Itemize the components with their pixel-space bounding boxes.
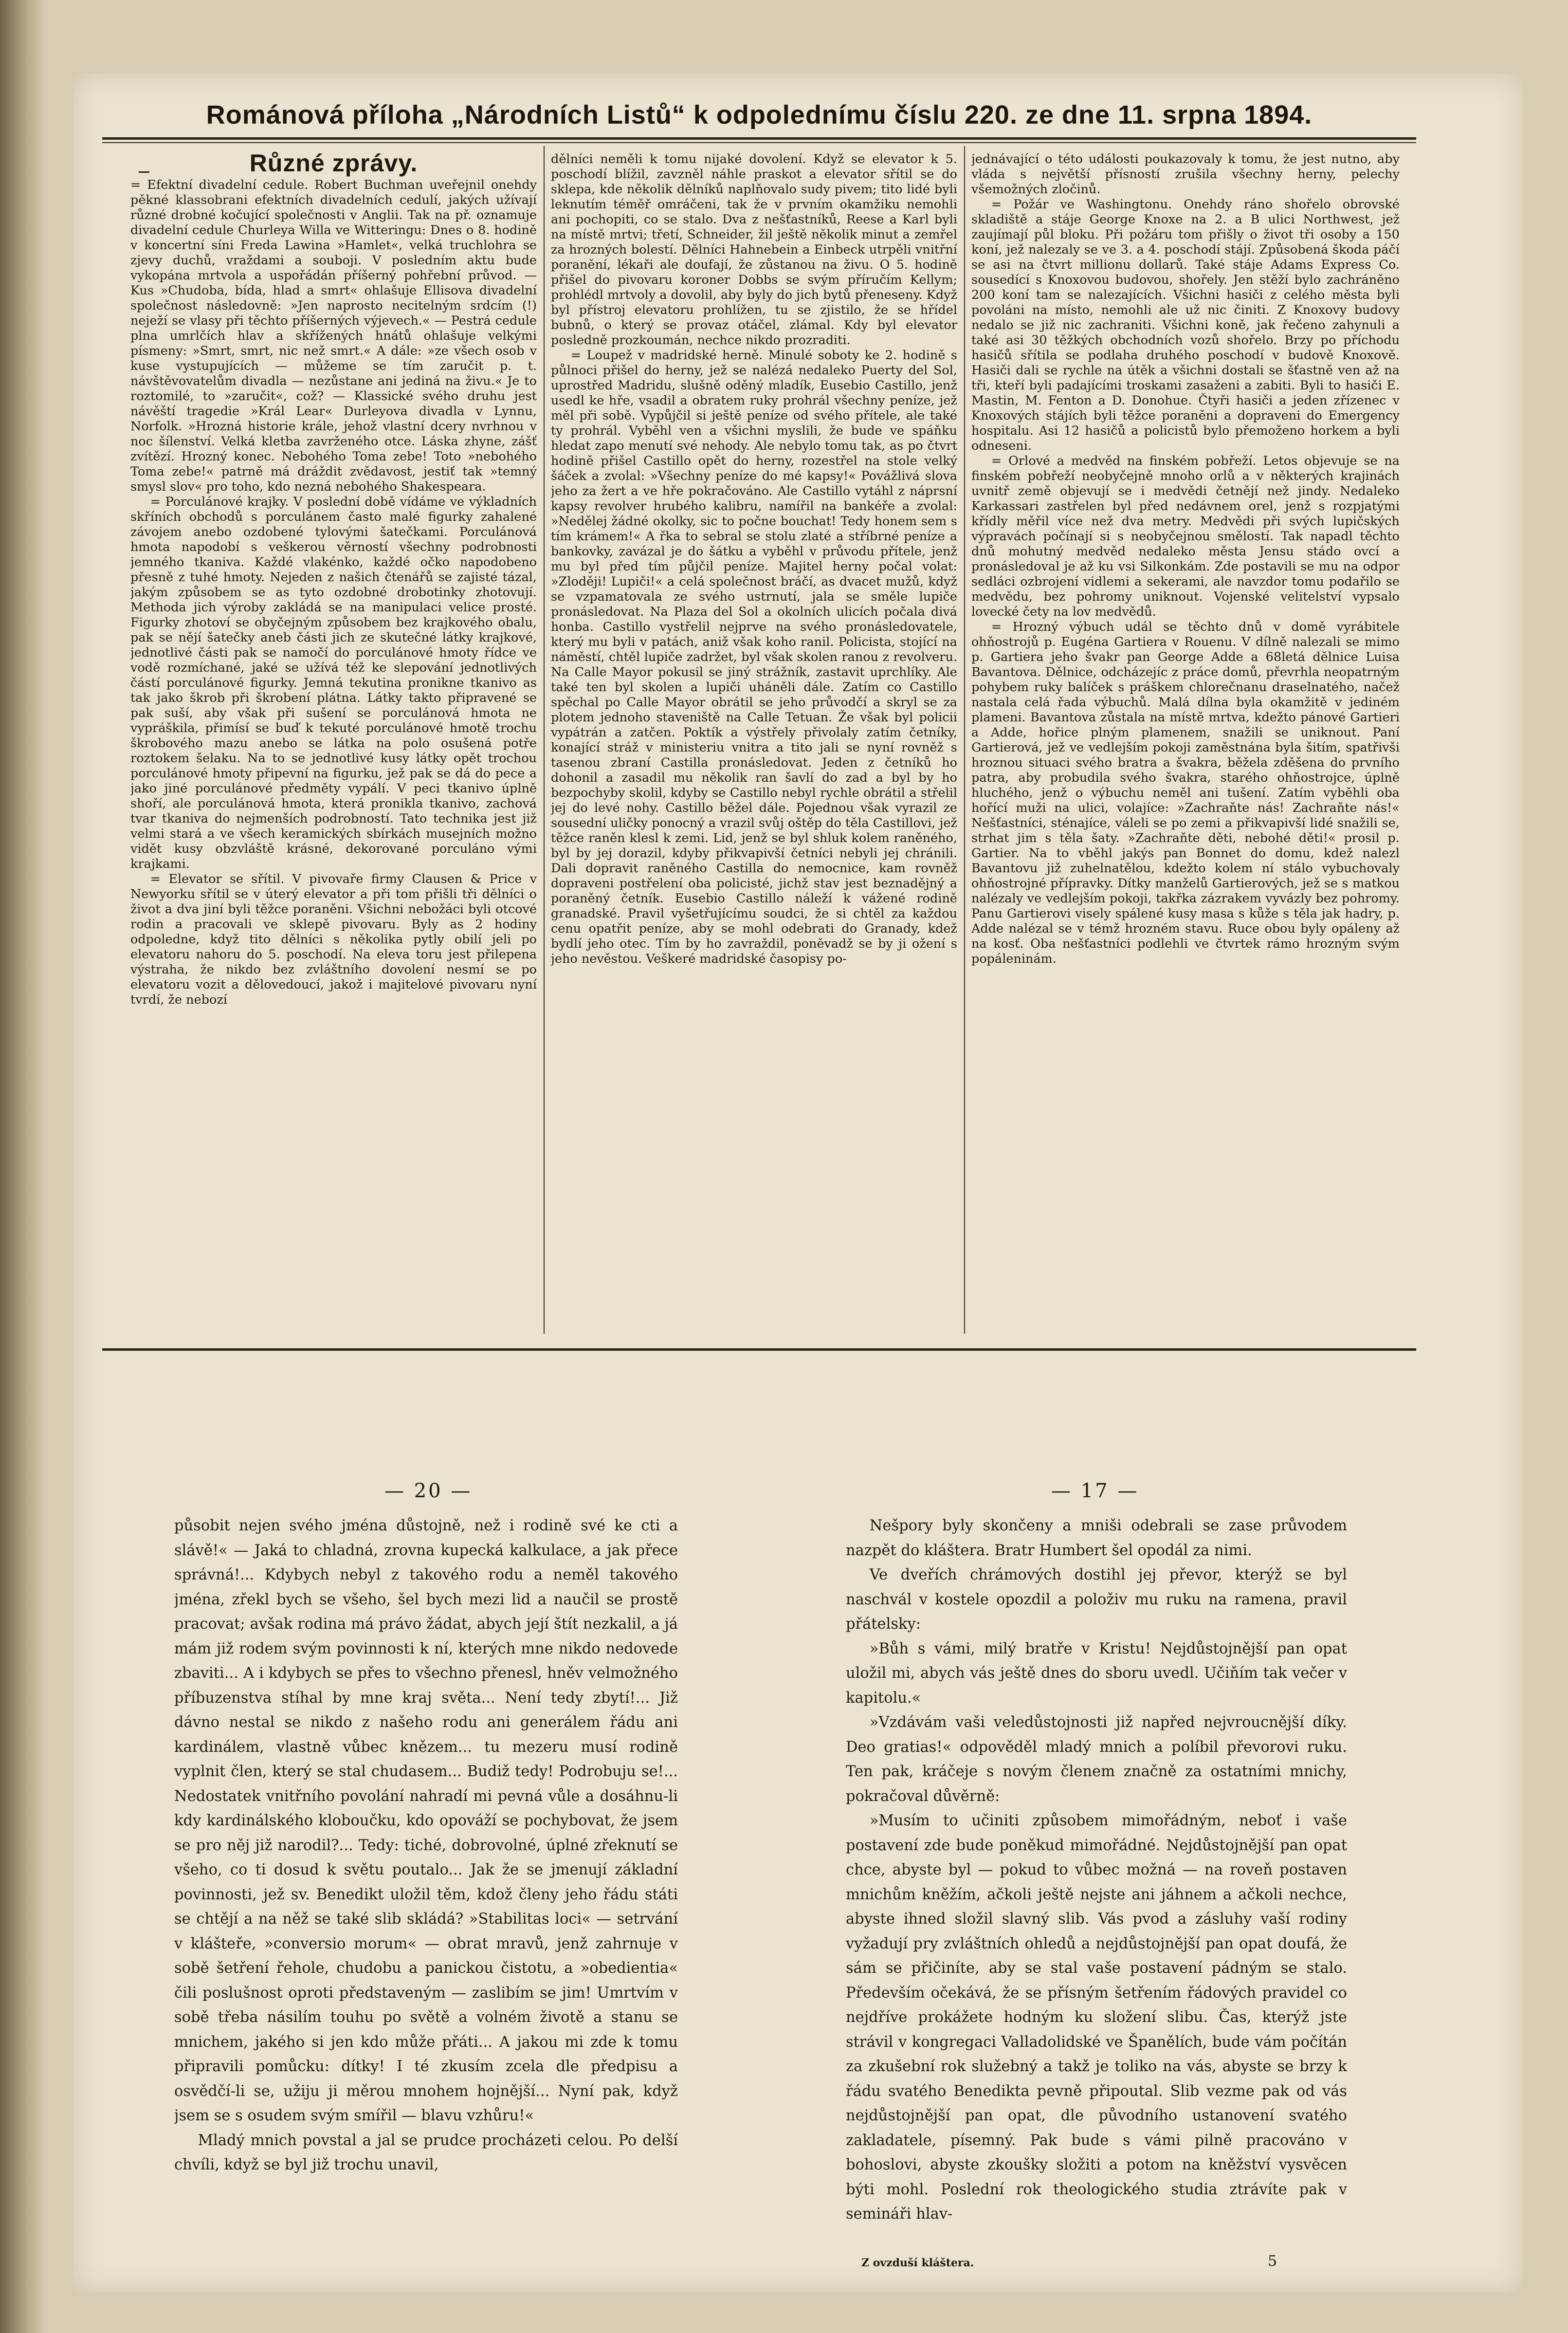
news-column-3 bbox=[971, 152, 1400, 1340]
novel-paragraph: »Bůh s vámi, milý bratře v Kristu! Nejdůstojnější pan opat uložil mi, abych vás ještě dnes do sboru uvedl. Učiňím tak večer v kapitolu.« bbox=[846, 1640, 1347, 1707]
news-item-orlove-medved: = Orlové a medvěd na finském pobřeží. Letos objevuje se na finském pobřeží neobyčejně mnoho orlů a v některých krajinách uvnitř země objevují se i medvědi četnějí než jindy. Nedaleko Karkassari zastřelen byl před nedávnem orel, jenž s rozpjatými křídly měřil více než dva metry. Medvědi při svých lupičských výpravách počínají si s neobyčejnou smělostí. Tak napadl těchto dnů mohutný medvěd nedaleko města Jensu stádo ovcí a pronásledoval je až ku vsi Silkonkám. Zde postavili se mu na odpor sedláci ozbrojení vidlemi a sekerami, ale navzdor tomu podařilo se medvědu, bez pohromy uniknout. Vojenské velitelství vypsalo lovecké čety na lov medvědů. bbox=[971, 454, 1400, 619]
page-number-left: — 20 — bbox=[384, 1480, 473, 1502]
news-item-porculanove-krajky: = Porculánové krajky. V poslední době vídáme ve výkladních skříních obchodů s porculánem často malé figurky zahalené závojem anebo ozdobené tylovými šatečkami. Porculánová hmota napodobí s veškerou věrností všechny podrobnosti jemného tkaniva. Každé vlakénko, každé očko napodobeno přesně z tuhé hmoty. Nejeden z našich čtenářů se zajisté tázal, jakým způsobem se as tyto ozdobné drobotinky zhotovují. Methoda jich výroby zakládá se na manipulaci velice prosté. Figurky zhotoví se obyčejným způsobem bez krajkového obalu, pak se nějí šatečky aneb části jich ze skutečné látky krajkové, jednotlivé části pak se namočí do porculánové hmoty řídce ve vodě rozmíchané, jaké se užívá též ke slepování jednotlivých částí porculánové figurky. Jemná tekutina pronikne tkanivo as tak jako škrob při škrobení plátna. Látky takto připravené se pak suší, aby však při sušení se porculánová hmota ne vypráškila, přimísí se buď k tekuté porculánové hmotě trochu škrobového mazu anebo se látka na polo osušená potře roztokem šelaku. Na to se jednotlivé kusy látky opět trochou porculánové hmoty připevní na figurku, jež pak se dá do pece a jako jiné porculánové předměty vypálí. V peci tkanivo úplně shoří, ale porculánová hmota, která pronikla tkanivo, zachová tvar tkaniva do nejmenších podrobností. Tato technika jest již velmi stará a ve všech keramických sbírkách musejních možno vidět kusy obzvláště krásné, dekorované porculáno vými krajkami. bbox=[130, 495, 537, 871]
novel-paragraph: působit nejen svého jména důstojně, než i rodině své ke cti a slávě!« — Jaká to chladná, zrovna kupecká kalkulace, a jak přece správná!... Kdybych nebyl z takového rodu a neměl takového jména, zřekl bych se všeho, šel bych mezi lid a naučil se prostě pracovat; avšak rodina má právo žádat, abych její štít nezkalil, a já mám již rodem svým povinnosti k ní, kterých mne nikdo nedovede zbaviti... A i kdybych se přes to všechno přenesl, hněv velmožného příbuzenstva stíhal by mne kraj světa... Není tedy zbytí!... Již dávno nestal se nikdo z našeho rodu ani generálem řádu ani kardinálem, vlastně vůbec knězem... tu mezeru musí rodině vyplnit člen, který se stal chudasem... Budiž tedy! Podrobuju se!... Nedostatek vnitřního povolání nahradí mi pevná vůle a dosáhnu-li kdy kardinálského kloboučku, kdo opováží se pochybovat, že jsem se pro něj již narodil?... Tedy: tiché, dobrovolné, úplné zřeknutí se všeho, co ti dosud k světu poutalo... Jak že se jmenují základní povinnosti, jež sv. Benedikt uložil těm, kdož členy jeho řádu státi se chtějí a na něž se také slib skládá? »Stabilitas loci« — setrvání v klášteře, »conversio morum« — obrat mravů, jenž zahrnuje v sobě šetření řehole, chudobu a panickou čistotu, a »obedientia« čili poslušnost oproti představeným — zaslibím se jim! Umrtvím v sobě třeba násilím touhu po světě a volném životě a stanu se mnichem, jakého si jen kdo může přáti... A jakou mi zde k tomu připravili pomůcku: dítky! I té zkusím zcela dle předpisu a osvědčí-li se, užiju ji měrou mnohem hojnější... Nyní pak, když jsem se s osudem svým smířil — blavu vzhůru!« bbox=[174, 1517, 678, 2124]
page-number-right: — 17 — bbox=[1051, 1480, 1139, 1502]
novel-paragraph: Nešpory byly skončeny a mniši odebrali se zase průvodem nazpět do kláštera. Bratr Humbert šel opodál za nimi. bbox=[846, 1517, 1347, 1559]
news-item-elevator-cont: dělníci neměli k tomu nijaké dovolení. Když se elevator k 5. poschodí blížil, zavzněl náhle praskot a elevator sřítil se do sklepa, kde několik dělníků naplňovalo sudy pivem; tito lidé byli leknutím téměř omráčeni, tak že v prvním okamžiku nemohli ani pochopiti, co se stalo. Dva z nešťastníků, Reese a Karl byli na místě mrtvi; třetí, Schneider, žil ještě několik minut a zemřel za hrozných bolestí. Dělníci Hahnebein a Einbeck utrpěli vnitřní poranění, lékaři ale doufají, že zůstanou na živu. O 5. hodině přišel do pivovaru koroner Dobbs se svým příručím Kellym; prohlédl mrtvoly a dovolil, aby byly do jich bytů přeneseny. Když byl přístroj elevatoru prohlížen, tu se zjistilo, že se hřídel bubnů, o který se provaz otáčel, zlámal. Kdy byl elevator posledně prozkoumán, nechce nikdo prozraditi. bbox=[551, 152, 957, 348]
header-rule-thin bbox=[102, 142, 1416, 143]
page-header: Románová příloha „Národních Listů“ k odpolednímu číslu 220. ze dne 11. srpna 1894. bbox=[206, 100, 1313, 129]
news-item-efektni-cedule: = Efektní divadelní cedule. Robert Buchman uveřejnil onehdy pěkné klassobrani efektních divadelních cedulí, jakých užívají různé drobné kočující společnosti v Anglii. Tak na př. oznamuje divadelní cedule Churleya Willa ve Witteringu: Dnes o 8. hodině v koncertní síni Freda Lawina »Hamlet«, velká truchlohra se zjevy duchů, vraždami a souboji. V posledním aktu bude vykopána mrtvola a uspořádán příšerný pohřební průvod. — Kus »Chudoba, bída, hlad a smrt« ohlašuje Ellisova divadelní společnost následovně: »Jen naprosto necitelným srdcím (!) neježí se vlasy při těchto příšerných výjevech.« — Pestrá cedule plna umrlčích hlav a skřížených hnátů ohlašuje velkými písmeny: »Smrt, smrt, nic než smrt.« A dále: »ze všech osob v kuse vystupujících — můžeme se tím zaručit p. t. návštěvovatelům divadla — nezůstane ani jediná na živu.« Je to roztomilé, to »zaručit«, což? — Klassické svého druhu jest návěští tragedie »Král Lear« Durleyova divadla v Lynnu, Norfolk. »Hrozná historie krále, jehož vlastní dcery nvrhnou v noc šílenství. Velká kletba zavrženého otce. Láska zhyne, zášť zvítězí. Hrozný konec. Nebohého Toma zebe! Toto »nebohého Toma zebe!« patrně má dráždit zvědavost, jestiť tak »temný smysl slov« pro toho, kdo nezná nebohého Shakespeara. bbox=[130, 178, 537, 494]
news-item-loupez-cont: jednávající o této události poukazovaly k tomu, že jest nutno, aby vláda s největší přísností zrušila všechny herny, pelechy všemožných zločinů. bbox=[971, 152, 1400, 197]
running-footer: Z ovzduší kláštera. bbox=[861, 2257, 974, 2269]
news-item-hrozny-vybuch: = Hrozný výbuch udál se těchto dnů v domě vyrábitele ohňostrojů p. Eugéna Gartiera v Rouenu. V dílně nalezali se mimo p. Gartiera jeho švakr pan George Adde a 68letá dělnice Luisa Bavantova. Dělnice, odcházejíc z práce domů, převrhla neopatrným pohybem ruky balíček s práškem chlorečnanu draselnatého, načež nastala celá řada výbuchů. Malá dílna byla okamžitě v jediném plameni. Bavantova zůstala na místě mrtva, kdežto pánové Gartieri a Adde, hořice plným plamenem, snažili se uniknout. Paní Gartierová, jež ve vedlejším pokoji zaměstnána byla šitím, spatřivši hroznou situaci svého bratra a švakra, běžela zděšena do prvního patra, aby probudila svého švakra, starého ohňostrojce, úplně hluchého, jenž o výbuchu neměl ani tušení. Zatím vyběhli oba hořící muži na ulici, volajíce: »Zachraňte nás! Zachraňte nás!« Nešťastníci, sténajíce, váleli se po zemi a přikvapivší lidé snažili se, strhat jim s těla šaty. »Zachraňte děti, nebohé děti!« prosil p. Gartier. Na to vběhl jakýs pan Bonnet do domu, kdež nalezl Bavantovu již zuhelnatělou, kdežto kolem ní stálo vybuchovaly ohňostrojné přípravky. Dítky manželů Gartierových, jež se s matkou nalézaly ve vedlejším pokoji, takřka zázrakem vyvázly bez pohromy. Panu Gartierovi visely spálené kusy masa s kůže s těla jak hadry, p. Adde nalézal se v témž hrozném stavu. Ruce obou byly opáleny až na kosť. Oba nešťastníci podlehli ve čtvrtek rámo hrozným svým popáleninám. bbox=[971, 620, 1400, 966]
column-divider bbox=[964, 146, 965, 1334]
news-item-loupez-madrid: = Loupež v madridské herně. Minulé soboty ke 2. hodině s půlnoci přišel do herny, jež se nalézá nedaleko Puerty del Sol, uprostřed Madridu, slušně oděný mladík, Eusebio Castillo, jenž usedl ke hře, vsadil a obratem ruky prohrál všechny peníze, jež měl při sobě. Vypůjčil si ještě peníze od svého přítele, ale také ty prohrál. Vyběhl ven a všichni myslili, že bude ve spáňku hledat zapo menutí své nehody. Ale nebylo tomu tak, as po čtvrt hodině přišel Castillo opět do herny, rozestřel na stole velký šáček a zvolal: »Všechny peníze do mé kapsy!« Povážlivá slova jeho za žert a ve hře pokračováno. Ale Castillo vytáhl z náprsní kapsy revolver hrubého kalibru, namířil na bankéře a zvolal: »Nedělej žádné okolky, sic to počne bouchat! Tedy honem sem s tím krámem!« A řka to sebral se stolu zlaté a stříbrné peníze a bankovky, zavázal je do šátku a vyběhl v průvodu přítele, jenž mu byl před tím půjčil peníze. Majitel herny počal volat: »Zloději! Lupiči!« a celá společnost bráčí, as dvacet mužů, když se vzpamatovala ze svého ustrnutí, jala se směle lupiče pronásledovat. Na Plaza del Sol a okolních ulicích počala divá honba. Castillo vystřelil nejprve na svého pronásledovatele, který mu byli v patách, aniž však koho ranil. Policista, stojící na náměstí, chtěl lupiče zadržet, byl však skolen ranou z revolveru. Na Calle Mayor pokusil se jiný strážník, zastavit uprchlíky. Ale také ten byl skolen a lupiči uháněli dále. Zatím co Castillo spěchal po Calle Mayor obrátil se jeho průvodčí a skryl se za plotem jednoho staveniště na Calle Tetuan. Že však byl policii vypátrán a zatčen. Poktík a výstřely přivolaly zatím četníky, konající stráž v ministeriu vnitra a tito jali se nyní rovněž s tasenou zbraní Castilla pronásledovat. Jeden z četníků ho dohonil a zasadil mu několik ran šavlí do zad a byl by ho bezpochyby skolil, kdyby se Castillo nebyl rychle obrátil a střelil jej do levé nohy. Castillo běžel dále. Pojednou však vyrazil ze sousední uličky ponocný a vrazil svůj oštěp do těla Castillovi, jež těžce raněn klesl k zemi. Lid, jenž se byl shluk kolem raněného, byl by jej dorazil, kdyby přikvapivší četníci nebyli jej chránili. Dali dopravit raněného Castilla do nemocnice, kam rovněž dopraveni postřelení oba policisté, jichž stav jest beznadějný a poraněný četník. Eusebio Castillo náleží k vážené rodině granadské. Pravil vyšetřujícímu soudci, že si chtěl za každou cenu opatřit peníze, aby se mohl odebrati do Granady, kdež bydlí jeho otec. Tím by ho zavraždil, poněvadž se by ji ožení s jeho nevěstou. Veškeré madridské časopisy po- bbox=[551, 348, 957, 966]
header-rule bbox=[102, 137, 1416, 140]
section-title: Různé zprávy. bbox=[249, 152, 418, 177]
news-item-pozar-washington: = Požár ve Washingtonu. Onehdy ráno shořelo obrovské skladiště a stáje George Knoxe na 2. a B ulici Northwest, jež zaujímají půl bloku. Při požáru tom přišly o život tři osoby a 150 koní, jež nalezaly se ve 3. a 4. poschodí stájí. Způsobená škoda páčí se asi na čtvrt millionu dollarů. Také stáje Adams Express Co. sousedící s Knoxovou budovou, shořely. Jen stěží bylo zachráněno 200 koní tam se nalezajících. Všichni hasiči z celého města byli povoláni na místo, nemohli ale už nic činiti. Z Knoxovy budovy nedalo se již nic zachraniti. Všichni koně, jak řečeno zahynuli a také asi 30 těžkých obchodních vozů shořelo. Brzy po příchodu hasičů sřítila se podlaha druhého poschodí v budově Knoxově. Hasiči dali se rychle na útěk a všichni dostali se šťastně ven až na tři, kteří byli padajícími troskami zasaženi a zabiti. Byli to hasiči E. Mastin, M. Fenton a D. Donohue. Čtyři hasiči a jeden zřízenec v Knoxových stájích byli těžce poraněni a dopraveni do Emergency hospitalu. Asi 12 hasičů a policistů bylo přemoženo horkem a byli odneseni. bbox=[971, 197, 1400, 453]
news-item-elevator: = Elevator se sřítil. V pivovaře firmy Clausen & Price v Newyorku sřítil se v úterý elevator a při tom přišli tři dělníci o život a dva jiní byli těžce poraněni. Všichni nebožáci byli otcové rodin a pracovali ve sklepě pivovaru. Byly as 2 hodiny odpoledne, když tito dělníci s několika pytly obilí jeli po elevatoru nahoru do 5. poschodí. Na eleva toru jest přilepena výstraha, že nikdo bez zvláštního dovolení nesmí se po elevatoru vozit a dělovedoucí, jakož i majitelové pivovaru nyní tvrdí, že nebozí bbox=[130, 872, 537, 1007]
novel-paragraph: Mladý mnich povstal a jal se prudce procházeti celou. Po delší chvíli, když se byl již trochu unavil, bbox=[174, 2131, 678, 2173]
novel-paragraph: »Musím to učiniti způsobem mimořádným, neboť i vaše postavení zde bude poněkud mimořádné. Nejdůstojnější pan opat chce, abyste byl — pokud to vůbec možná — na roveň postaven mnichům kněžím, ačkoli ještě nejste ani jáhnem a ačkoli nechce, abyste ihned složil slavný slib. Vás pvod a zásluhy vaší rodiny vyžadují pry zvláštních ohledů a nejdůstojnější pan opat doufá, že sám se přičiníte, aby se stal vaše postavení pádným se stalo. Především očekává, že se přísným šetřením řádových pravidel co nejdříve prokážete hodným ku složení slibu. Čas, kterýž jste strávil v kongregaci Valladolidské ve Španělích, bude vám počítán za zkušební rok služebný a takž je toliko na vás, abyste se brzy k řádu svatého Benedikta pevně připoutal. Slib vezme pak od vás nejdůstojnější pan opat, dle původního ustanovení svatého zakladatele, písemný. Pak bude s vámi pilně pracováno v bohoslovi, abyste zkoušky složiti a potom na kněžství vysvěcen býti mohl. Poslední rok theologického studia ztrávíte pak v semináři hlav- bbox=[846, 1812, 1347, 2223]
novel-paragraph: Ve dveřích chrámových dostihl jej převor, kterýž se byl naschvál v kostele opozdil a položiv mu ruku na ramena, pravil přátelsky: bbox=[846, 1566, 1347, 1633]
column-divider bbox=[544, 146, 545, 1334]
novel-page-right bbox=[846, 1514, 1347, 2244]
news-column-2 bbox=[551, 152, 957, 1340]
book-spine bbox=[0, 0, 46, 2333]
novel-paragraph: »Vzdávám vaši veledůstojnosti již napřed nejvroucnější díky. Deo gratias!« odpověděl mladý mnich a políbil převorovi ruku. Ten pak, kráčeje s novým členem značně za ostatními mnichy, pokračoval důvěrně: bbox=[846, 1714, 1347, 1805]
news-column-1 bbox=[130, 152, 537, 1340]
section-bottom-rule bbox=[102, 1348, 1416, 1351]
novel-page-left bbox=[174, 1514, 678, 2254]
signature-number: 5 bbox=[1268, 2253, 1277, 2270]
